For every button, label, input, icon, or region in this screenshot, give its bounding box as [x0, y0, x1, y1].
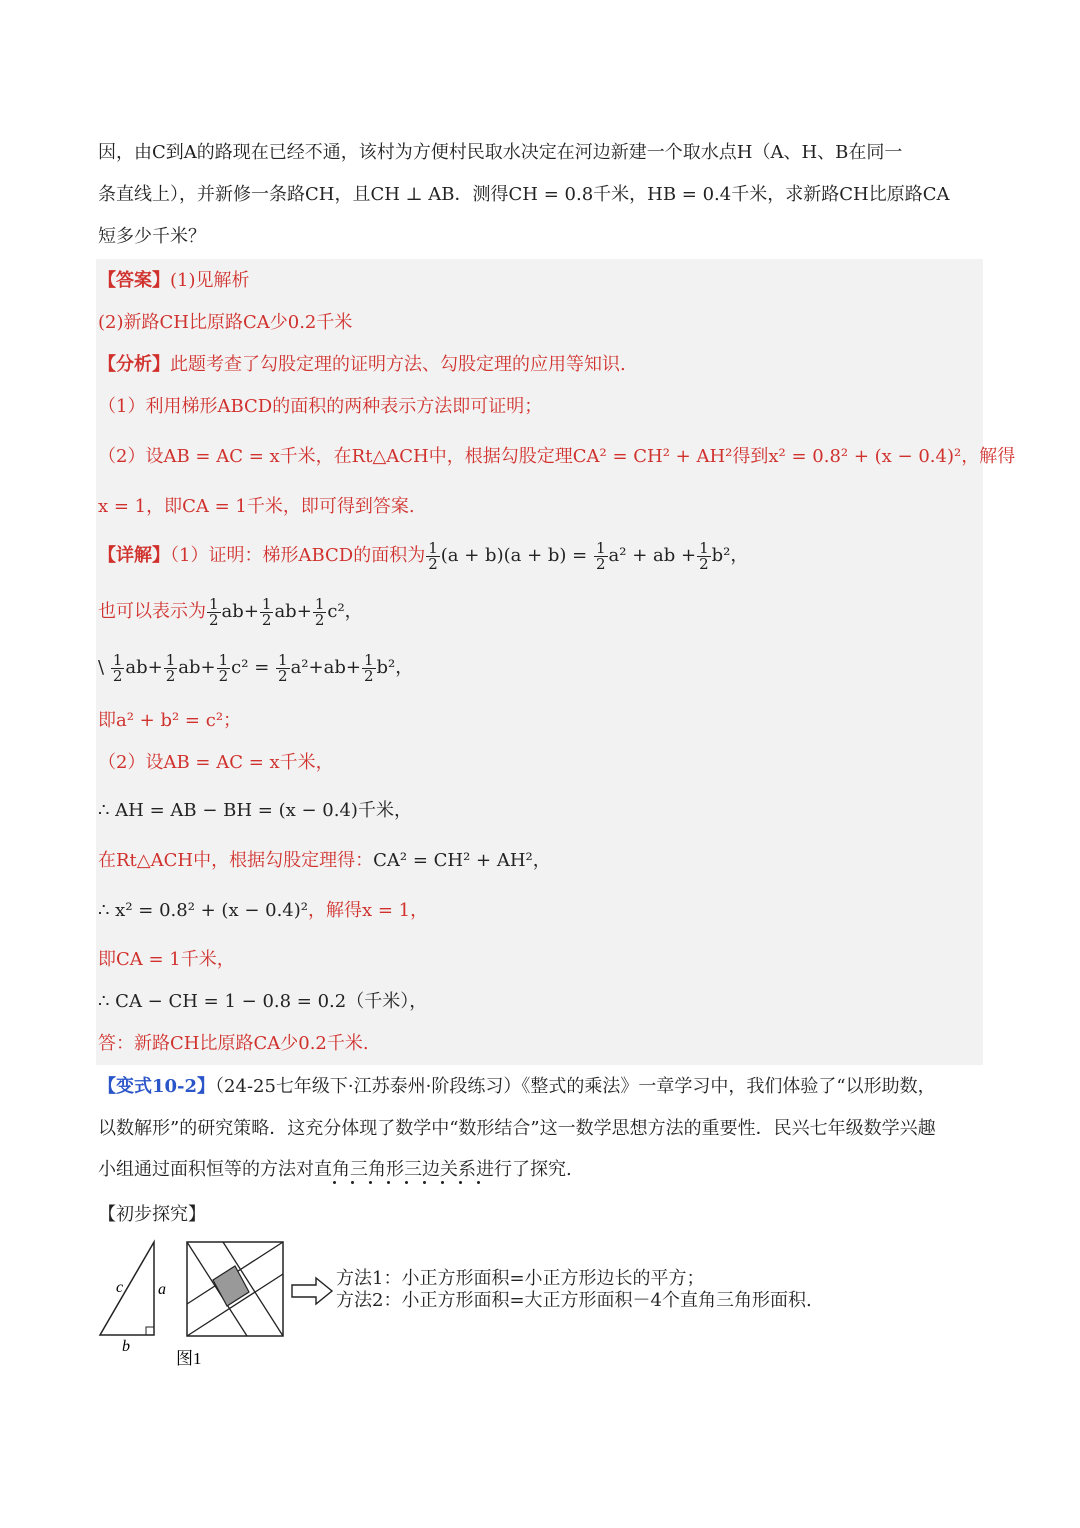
analysis-point-1: （1）利用梯形ABCD的面积的两种表示方法即可证明；: [98, 396, 543, 417]
analysis-point-2a: （2）设AB = AC = x千米，在Rt△ACH中，根据勾股定理CA² = CH² + AH²得到x² = 0.8² + (x − 0.4)²，解得: [98, 446, 1016, 467]
fraction-half: $\frac{1}{2}$: [428, 538, 438, 573]
variant-line-1: [98, 1074, 936, 1100]
analysis-intro: 此题考查了勾股定理的证明方法、勾股定理的应用等知识.: [170, 354, 626, 375]
detail-line-7: [98, 848, 551, 874]
detail-line-8: [98, 898, 428, 924]
label-c: c: [116, 1279, 124, 1296]
fraction-half: $\frac{1}{2}$: [165, 650, 176, 685]
detail-line-11: 答：新路CH比原路CA少0.2千米.: [98, 1033, 369, 1054]
detail-l1-math: (a + b)(a + b) =: [440, 545, 593, 566]
detail-line-9: 即CA = 1千米，: [98, 949, 235, 970]
answer-tag: 【答案】: [98, 270, 170, 291]
detail-tag: 【详解】: [98, 545, 170, 566]
detail-l8a: ∴ x² = 0.8² + (x − 0.4)²: [98, 900, 308, 921]
right-angle-mark: [146, 1327, 154, 1335]
problem-line-3: 短多少千米？: [98, 226, 206, 247]
method-1: 方法1：小正方形面积=小正方形边长的平方；: [336, 1268, 705, 1289]
detail-l7a: 在Rt△ACH中，根据勾股定理得：: [98, 850, 374, 871]
detail-l1-prefix: （1）证明：梯形ABCD的面积为: [170, 545, 426, 566]
answer-part-2: (2)新路CH比原路CA少0.2千米: [98, 312, 353, 333]
fraction-half: $\frac{1}{2}$: [314, 594, 325, 629]
analysis-tag: 【分析】: [98, 354, 170, 375]
method-2: 方法2：小正方形面积=大正方形面积－4个直角三角形面积.: [336, 1290, 812, 1311]
problem-line-2: 条直线上），并新修一条路CH，且CH ⊥ AB．测得CH = 0.8千米，HB = 0.4千米，求新路CH比原路CA: [98, 184, 950, 205]
variant-text-1: （24-25七年级下·江苏泰州·阶段练习）《整式的乘法》一章学习中，我们体验了“以形助数，: [215, 1076, 936, 1097]
answer-part-1: (1)见解析: [170, 270, 250, 291]
analysis-point-2b: x = 1，即CA = 1千米，即可得到答案.: [98, 496, 415, 517]
fraction-half: $\frac{1}{2}$: [595, 538, 606, 573]
detail-l7b: CA² = CH² + AH²，: [373, 850, 551, 871]
fraction-half: $\frac{1}{2}$: [261, 594, 272, 629]
variant-tag: 【变式10-2】: [98, 1076, 216, 1097]
detail-line-6: ∴ AH = AB − BH = (x − 0.4)千米，: [98, 800, 412, 821]
detail-line-2: 也可以表示为 $\frac{1}{2}$ ab+ $\frac{1}{2}$ ab+ $\frac{1}{2}$ c²，: [98, 594, 363, 629]
detail-line-1: 【详解】（1）证明：梯形ABCD的面积为 $\frac{1}{2}$ (a + b)(a + b) = $\frac{1}{2}$ a² + ab + $\frac{1}{2}$ b²，: [98, 538, 749, 573]
detail-line-3: \ $\frac{1}{2}$ ab+ $\frac{1}{2}$ ab+ $\frac{1}{2}$ c² = $\frac{1}{2}$ a²+ab+ $\frac{1}{2}$ b²，: [98, 650, 414, 685]
figure-1: [96, 1238, 306, 1373]
detail-line-5: （2）设AB = AC = x千米，: [98, 752, 334, 773]
label-a: a: [158, 1281, 166, 1298]
fraction-half: $\frac{1}{2}$: [363, 650, 374, 685]
variant-line-2: 以数解形”的研究策略．这充分体现了数学中“数形结合”这一数学思想方法的重要性．民兴七年级数学兴趣: [98, 1118, 936, 1139]
fraction-half: $\frac{1}{2}$: [209, 594, 219, 629]
fraction-half: $\frac{1}{2}$: [112, 650, 123, 685]
detail-l2-prefix: 也可以表示为: [98, 601, 206, 622]
analysis-line-1: [98, 352, 626, 378]
detail-line-10: ∴ CA − CH = 1 − 0.8 = 0.2（千米），: [98, 991, 428, 1012]
answer-line-1: [98, 268, 250, 294]
label-b: b: [122, 1338, 130, 1355]
detail-l8b: ，解得x = 1，: [308, 900, 429, 921]
arrow-right-icon: [290, 1276, 334, 1306]
fraction-half: $\frac{1}{2}$: [278, 650, 288, 685]
fraction-half: $\frac{1}{2}$: [699, 538, 709, 573]
fraction-half: $\frac{1}{2}$: [218, 650, 229, 685]
right-triangle: [100, 1242, 154, 1335]
detail-l3-prefix: \: [98, 657, 105, 678]
detail-line-4: 即a² + b² = c²；: [98, 710, 242, 731]
explore-heading: 【初步探究】: [98, 1204, 206, 1225]
figure-caption: 图1: [176, 1349, 202, 1368]
variant-line-3: 小组通过面积恒等的方法对直角三角形三边关系进行了探究.: [98, 1159, 572, 1180]
problem-line-1: 因，由C到A的路现在已经不通，该村为方便村民取水决定在河边新建一个取水点H（A、H、B在同一: [98, 142, 903, 163]
